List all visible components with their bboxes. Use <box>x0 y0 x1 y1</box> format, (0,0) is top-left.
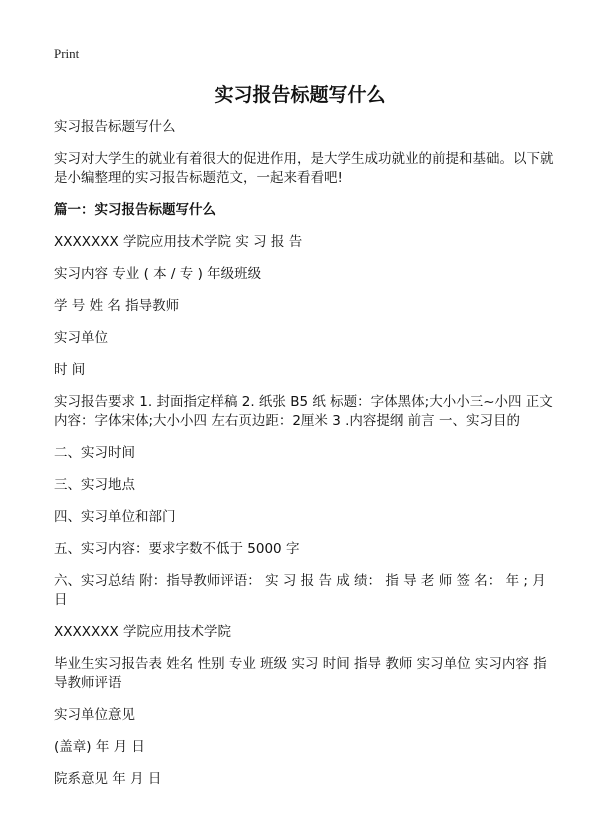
outline-item: 四、实习单位和部门 <box>54 509 176 525</box>
body-paragraph: (盖章) 年 月 日 <box>54 739 145 755</box>
body-paragraph: XXXXXXX 学院应用技术学院 实 习 报 告 <box>54 234 303 250</box>
body-paragraph: 学 号 姓 名 指导教师 <box>54 298 180 314</box>
body-paragraph: 实习单位意见 <box>54 707 135 723</box>
body-paragraph: XXXXXXX 学院应用技术学院 <box>54 624 232 640</box>
section-heading: 篇一：实习报告标题写什么 <box>54 202 216 218</box>
body-paragraph: 实习内容 专业 ( 本 / 专 ) 年级班级 <box>54 266 262 282</box>
body-paragraph: 时 间 <box>54 362 86 378</box>
body-paragraph: 实习单位 <box>54 330 108 346</box>
outline-item: 六、实习总结 附：指导教师评语： 实 习 报 告 成 绩： 指 导 老 师 签 名： 年 ; 月 日 <box>54 573 546 608</box>
outline-item: 五、实习内容：要求字数不低于 5000 字 <box>54 541 300 557</box>
outline-item: 二、实习时间 <box>54 445 135 461</box>
body-paragraph: 毕业生实习报告表 姓名 性别 专业 班级 实习 时间 指导 教师 实习单位 实习内容 指导教师评语 <box>54 656 547 691</box>
article-body <box>54 118 554 802</box>
requirements-paragraph: 实习报告要求 1. 封面指定样稿 2. 纸张 B5 纸 标题：字体黑体;大小小三~小四 正文内容：字体宋体;大小小四 左右页边距：2厘米 3 .内容提纲 前言 一、实习目的 <box>54 394 553 429</box>
body-paragraph: 院系意见 年 月 日 <box>54 771 162 787</box>
page-title: 实习报告标题写什么 <box>214 84 386 106</box>
subtitle-paragraph: 实习报告标题写什么 <box>54 119 176 135</box>
print-link[interactable]: Print <box>54 46 80 61</box>
outline-item: 三、实习地点 <box>54 477 135 493</box>
intro-paragraph: 实习对大学生的就业有着很大的促进作用，是大学生成功就业的前提和基础。以下就是小编整理的实习报告标题范文，一起来看看吧! <box>54 151 554 186</box>
